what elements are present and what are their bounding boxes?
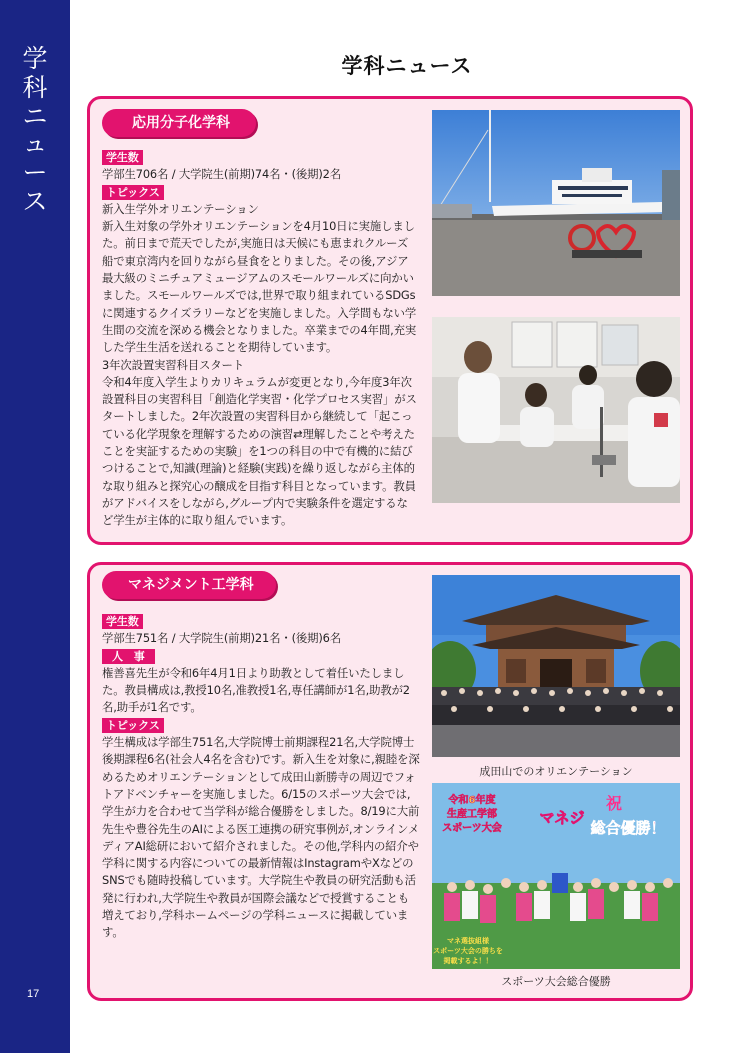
section-body bbox=[102, 613, 420, 942]
poster-faculty: 生産工学部 bbox=[447, 809, 497, 820]
personnel-tag: 人 事 bbox=[102, 649, 155, 664]
lab-class-photo bbox=[432, 317, 680, 503]
students-count: 学部生706名 / 大学院生(前期)74名・(後期)2名 bbox=[102, 167, 341, 182]
section-management-engineering bbox=[87, 562, 693, 1001]
page-title: 学科ニュース bbox=[341, 54, 473, 78]
topic-heading: 3年次設置実習科目スタート bbox=[102, 357, 244, 372]
poster-footer-1: マネ選抜組様 bbox=[447, 937, 489, 945]
topics-tag: トピックス bbox=[102, 718, 164, 733]
naritasan-group-photo bbox=[432, 575, 680, 757]
section-applied-molecular-chemistry bbox=[87, 96, 693, 545]
poster-victory: 総合優勝！ bbox=[590, 819, 666, 837]
photo-caption: 成田山でのオリエンテーション bbox=[479, 765, 633, 778]
students-count: 学部生751名 / 大学院生(前期)21名・(後期)6名 bbox=[102, 631, 341, 646]
poster-celebrate: 祝 bbox=[605, 794, 623, 813]
poster-footer-2: スポーツ大会の勝ちを bbox=[433, 947, 503, 955]
section-body bbox=[102, 149, 418, 530]
topic-text: 新入生対象の学外オリエンテーションを4月10日に実施しました。前日まで荒天でしたが,実施日は天候にも恵まれクルーズ船で東京湾内を回りながら昼食をとりました。その後,アジア最大級のミニチュアミュージアムのスモールワールズに向かいました。スモールワールズでは,世界で取り組まれているSDGsに関連するクイズラリーなどを実施しました。入学間もない学生間の交流を深める機会となりました。卒業までの4年間,充実した学生生活を送れることを期待しています。 bbox=[102, 219, 417, 355]
sports-day-photo bbox=[432, 783, 680, 969]
students-tag: 学生数 bbox=[102, 150, 143, 165]
page-number: 17 bbox=[27, 988, 40, 1000]
students-tag: 学生数 bbox=[102, 614, 143, 629]
cruise-pier-photo bbox=[432, 110, 680, 296]
department-label: 応用分子化学科 bbox=[102, 109, 256, 137]
department-label: マネジメント工学科 bbox=[102, 571, 276, 599]
topic-heading: 新入生学外オリエンテーション bbox=[102, 201, 259, 216]
sidebar-title: 学 科 ニ ュ ー ス bbox=[22, 44, 48, 216]
poster-year: 令和6年度 bbox=[448, 795, 496, 806]
photo-caption: スポーツ大会総合優勝 bbox=[501, 975, 611, 988]
topic-text: 学生構成は学部生751名,大学院博士前期課程21名,大学院博士後期課程6名(社会人4名を含む)です。新入生を対象に,親睦を深めるためオリエンテーションとして成田山新勝寺の周辺でフォトアドベンチャーを実施しました。6/15のスポーツ大会では,学生が力を合わせて当学科が総合優勝をしました。8/19に大前先生や豊谷先生のAIによる医工連携の研究事例が,オンラインメディアAI総研において紹介されました。その他,学科内の紹介や学科に関する内容についての最新情報はInstagramやXなどのSNSでも随時投稿しています。大学院生や教員の研究活動も活発に行われ,大学院生や教員が国際会議などで授賞することも増えており,学科ホームページの学科ニュースに掲載しています。 bbox=[102, 735, 420, 940]
sidebar-band bbox=[0, 0, 70, 1053]
personnel-text: 権善喜先生が令和6年4月1日より助教として着任いたしました。教員構成は,教授10名,准教授1名,専任講師が1名,助教が2名,助手が1名です。 bbox=[102, 665, 410, 715]
topics-tag: トピックス bbox=[102, 185, 164, 200]
poster-event: スポーツ大会 bbox=[442, 823, 502, 834]
poster-footer-3: 掲載するよ！！ bbox=[443, 957, 493, 965]
poster-dept: マネジ bbox=[539, 809, 585, 827]
topic-text: 令和4年度入学生よりカリキュラムが変更となり,今年度3年次設置科目の実習科目「創造化学実習・化学プロセス実習」がスタートしました。2年次設置の実習科目から継続して「起こっている化学現象を理解するための演習⇄理解したことや考えたことを実証するための実験」を1つの科目の中で有機的に結びつけることで,知識(理論)と経験(実践)を繰り返しながら主体的な取り組みと探究心の醸成を目指す科目となっています。教員がアドバイスをしながら,グループ内で実験条件を選定するなど学生が主体的に取り組んでいます。 bbox=[102, 374, 417, 528]
